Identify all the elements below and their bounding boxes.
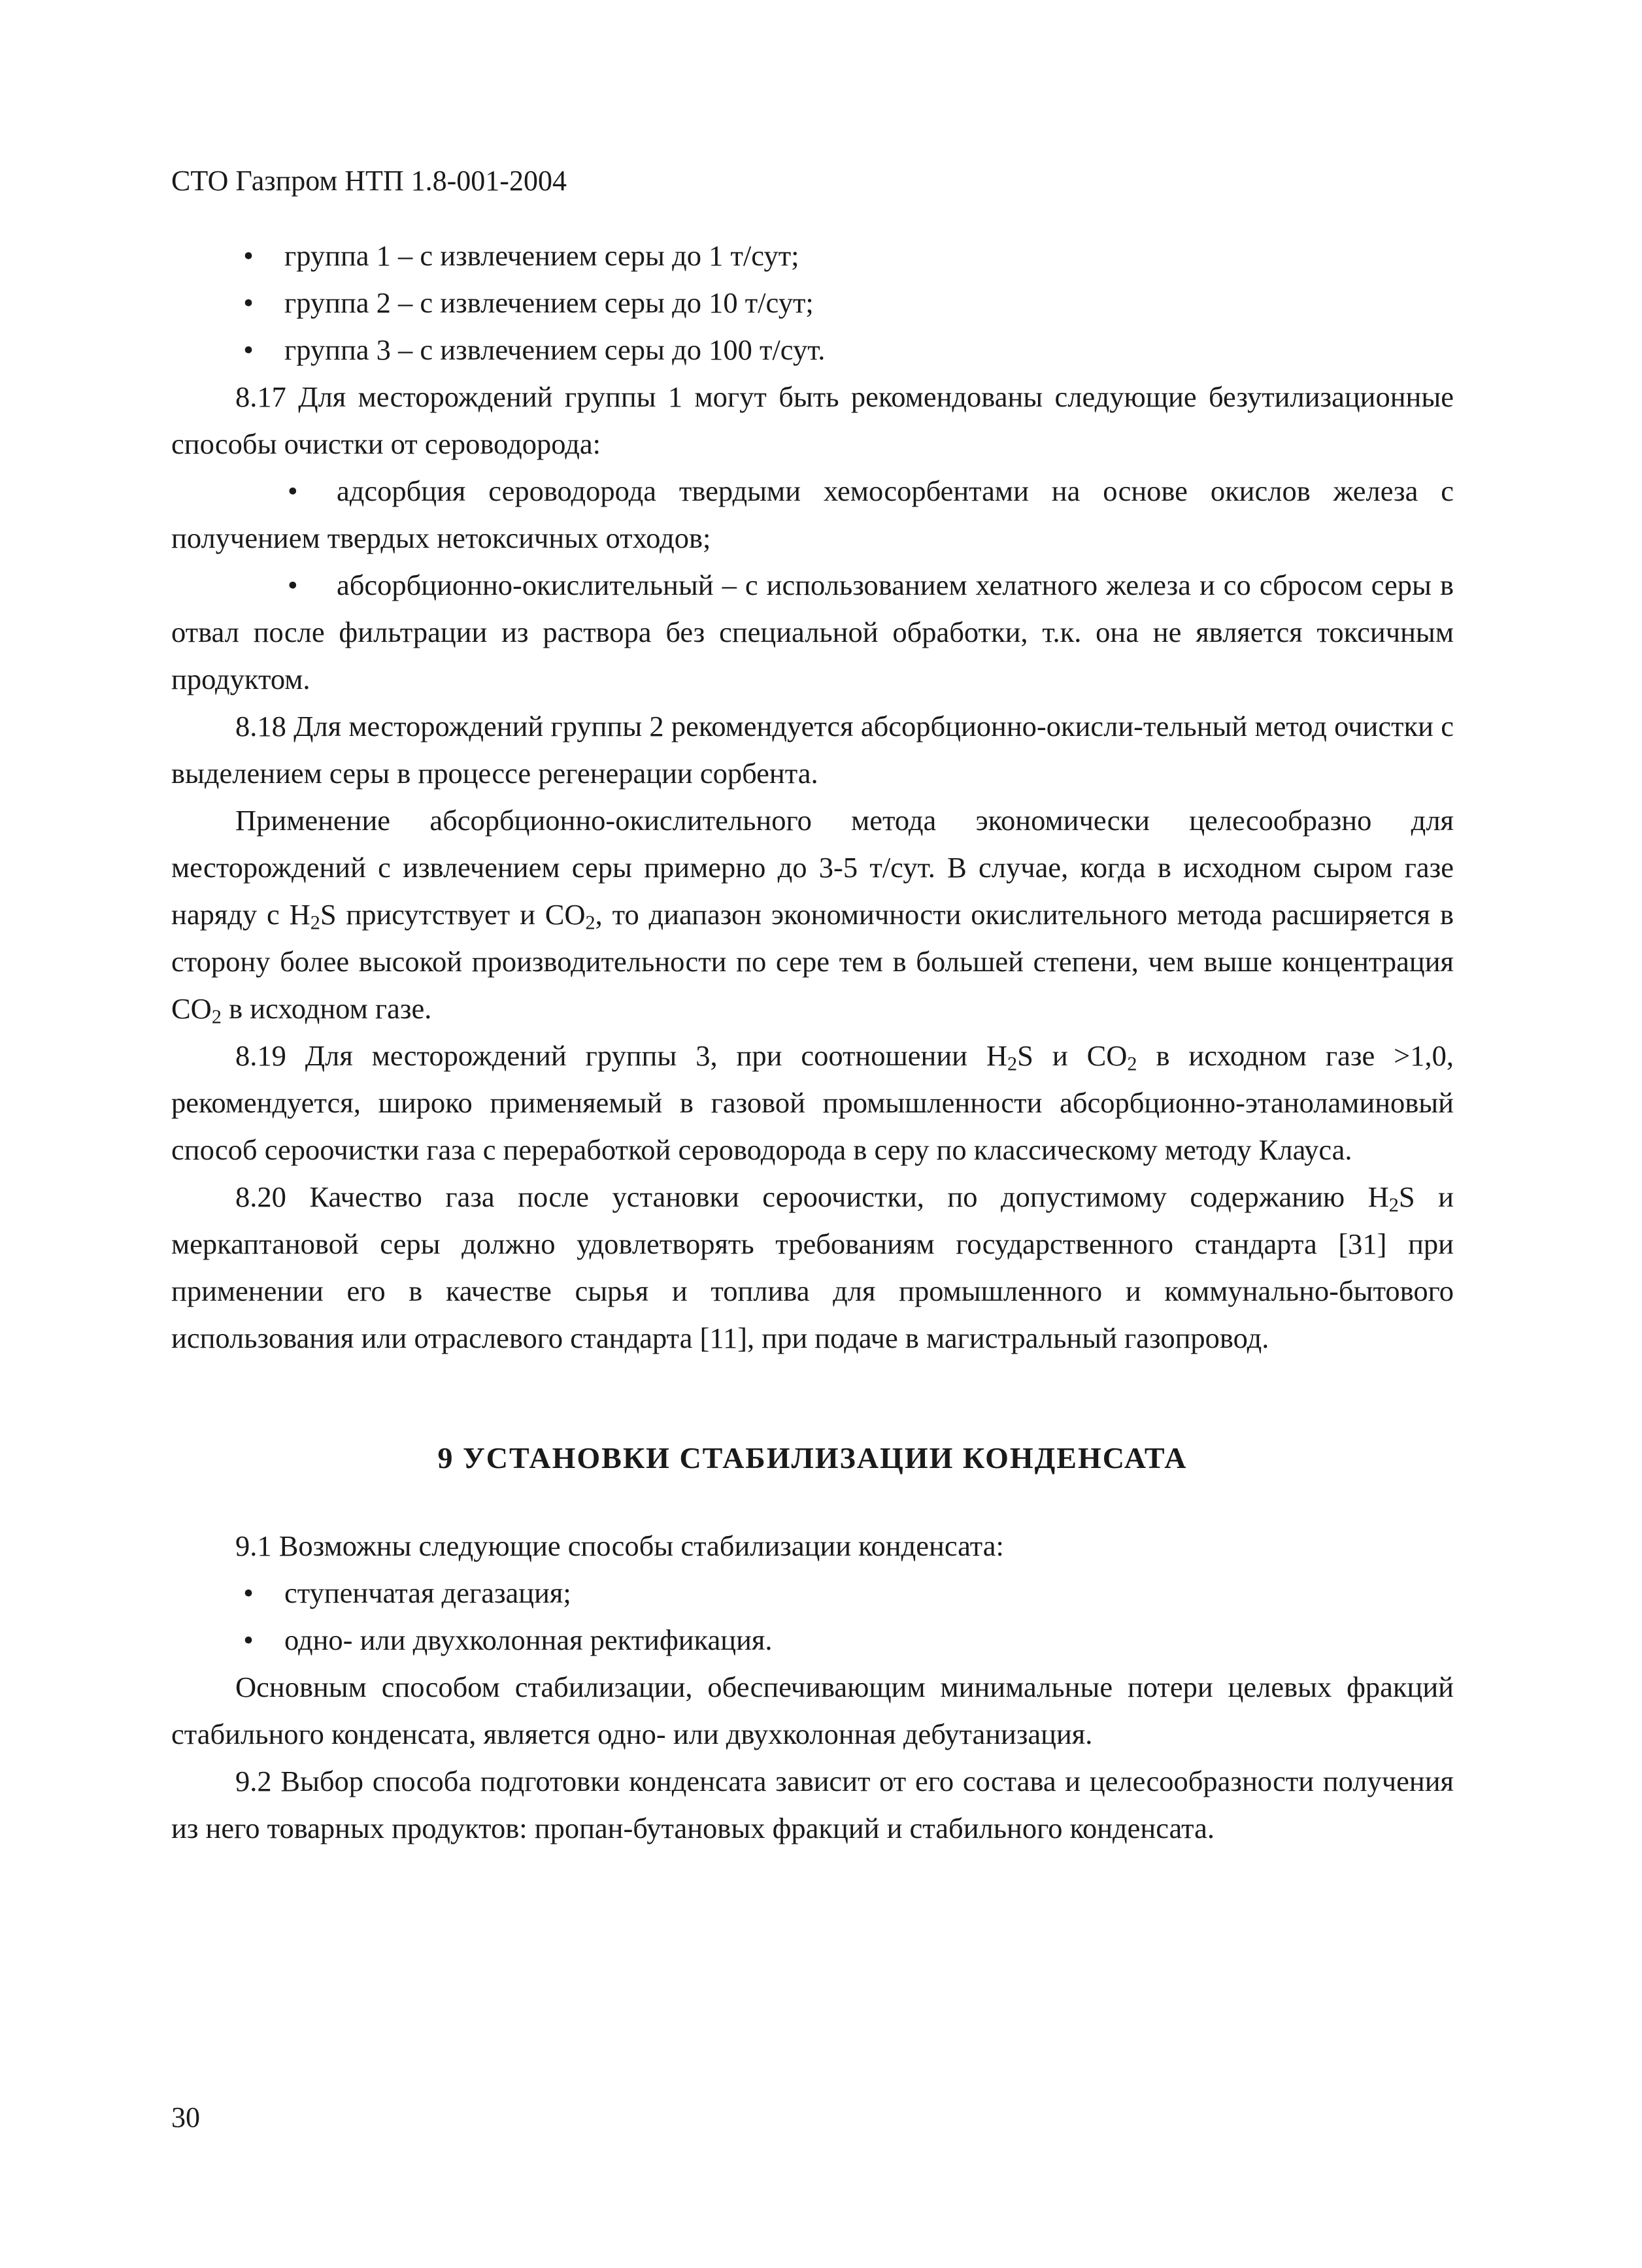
section-heading: 9 УСТАНОВКИ СТАБИЛИЗАЦИИ КОНДЕНСАТА: [437, 1441, 1188, 1475]
page-number: 30: [171, 2101, 200, 2133]
text-run: 8.19 Для месторождений группы 3, при соотношении H: [235, 1039, 1008, 1072]
list-item: [171, 1616, 1454, 1663]
list-item-text: группа 2 – с извлечением серы до 10 т/сут;: [284, 286, 814, 319]
list-item-text: адсорбция сероводорода твердыми хемосорбентами на основе окислов железа с получением твердых нетоксичных отходов;: [171, 475, 1454, 554]
paragraph-8-18: 8.18 Для месторождений группы 2 рекомендуется абсорбционно-окисли-тельный метод очистки с выделением серы в процессе регенерации сорбента.: [171, 710, 1454, 790]
list-item: [171, 467, 1454, 561]
text-run: 8.20 Качество газа после установки сероочистки, по допустимому содержанию H: [235, 1180, 1389, 1213]
stabilization-method-list: [171, 1569, 1454, 1663]
paragraph-application: [171, 797, 1454, 1032]
text-run: в исходном газе >1,0, рекомендуется, широко применяемый в газовой промышленности абсорбционно-этаноламиновый способ сероочистки газа с переработкой сероводорода в серу по классическому методу Клауса.: [171, 1039, 1454, 1166]
subscript: 2: [1127, 1052, 1137, 1075]
bullet-icon: •: [243, 1624, 254, 1656]
document-body: [171, 232, 1454, 1852]
paragraph-8-20: [171, 1173, 1454, 1361]
text-run: , то диапазон экономичности окислительного метода расширяется в сторону более высокой производительности по сере тем в большей степени, чем выше концентрация CO: [171, 898, 1454, 1025]
subscript: 2: [585, 911, 595, 934]
bullet-icon: •: [288, 569, 298, 601]
bullet-icon: •: [243, 333, 254, 366]
list-item-text: группа 1 – с извлечением серы до 1 т/сут;: [284, 239, 799, 272]
document-header: СТО Газпром НТП 1.8-001-2004: [171, 165, 567, 197]
paragraph-9-2: 9.2 Выбор способа подготовки конденсата зависит от его состава и целесообразности получения из него товарных продуктов: пропан-бутановых фракций и стабильного конденсата.: [171, 1765, 1454, 1844]
subscript: 2: [1007, 1052, 1018, 1075]
list-item-text: ступенчатая дегазация;: [284, 1576, 571, 1609]
list-item: [171, 232, 1454, 279]
list-item: [171, 561, 1454, 703]
list-item: [171, 279, 1454, 326]
list-item-text: одно- или двухколонная ректификация.: [284, 1624, 773, 1656]
group-list: [171, 232, 1454, 373]
paragraph-main-method: Основным способом стабилизации, обеспечивающим минимальные потери целевых фракций стабильного конденсата, является одно- или двухколонная дебутанизация.: [171, 1671, 1454, 1750]
text-run: Применение абсорбционно-окислительного метода экономически целесообразно для месторождений с извлечением серы примерно до 3-5 т/сут. В случае, когда в исходном сыром газе наряду с H: [171, 804, 1454, 931]
bullet-icon: •: [243, 286, 254, 319]
bullet-icon: •: [243, 239, 254, 272]
text-run: S и меркаптановой серы должно удовлетворять требованиям государственного стандарта [31] при применении его в качестве сырья и топлива для промышленного и коммунально-бытового использования или отраслевого стандарта [11], при подаче в магистральный газопровод.: [171, 1180, 1454, 1354]
bullet-icon: •: [243, 1576, 254, 1609]
text-run: в исходном газе.: [221, 992, 432, 1025]
list-item-text: группа 3 – с извлечением серы до 100 т/сут.: [284, 333, 826, 366]
method-list-group1: [171, 467, 1454, 703]
subscript: 2: [1388, 1193, 1399, 1216]
text-run: S присутствует и CO: [320, 898, 586, 931]
list-item: [171, 326, 1454, 373]
text-run: S и CO: [1017, 1039, 1128, 1072]
paragraph-9-1: 9.1 Возможны следующие способы стабилизации конденсата:: [235, 1529, 1004, 1562]
subscript: 2: [211, 1005, 222, 1028]
bullet-icon: •: [288, 475, 298, 507]
list-item-text: абсорбционно-окислительный – с использованием хелатного железа и со сбросом серы в отвал после фильтрации из раствора без специальной обработки, т.к. она не является токсичным продуктом.: [171, 569, 1454, 695]
list-item: [171, 1569, 1454, 1616]
subscript: 2: [310, 911, 320, 934]
paragraph-8-19: [171, 1032, 1454, 1173]
paragraph-8-17: 8.17 Для месторождений группы 1 могут быть рекомендованы следующие безутилизационные способы очистки от сероводорода:: [171, 380, 1454, 460]
